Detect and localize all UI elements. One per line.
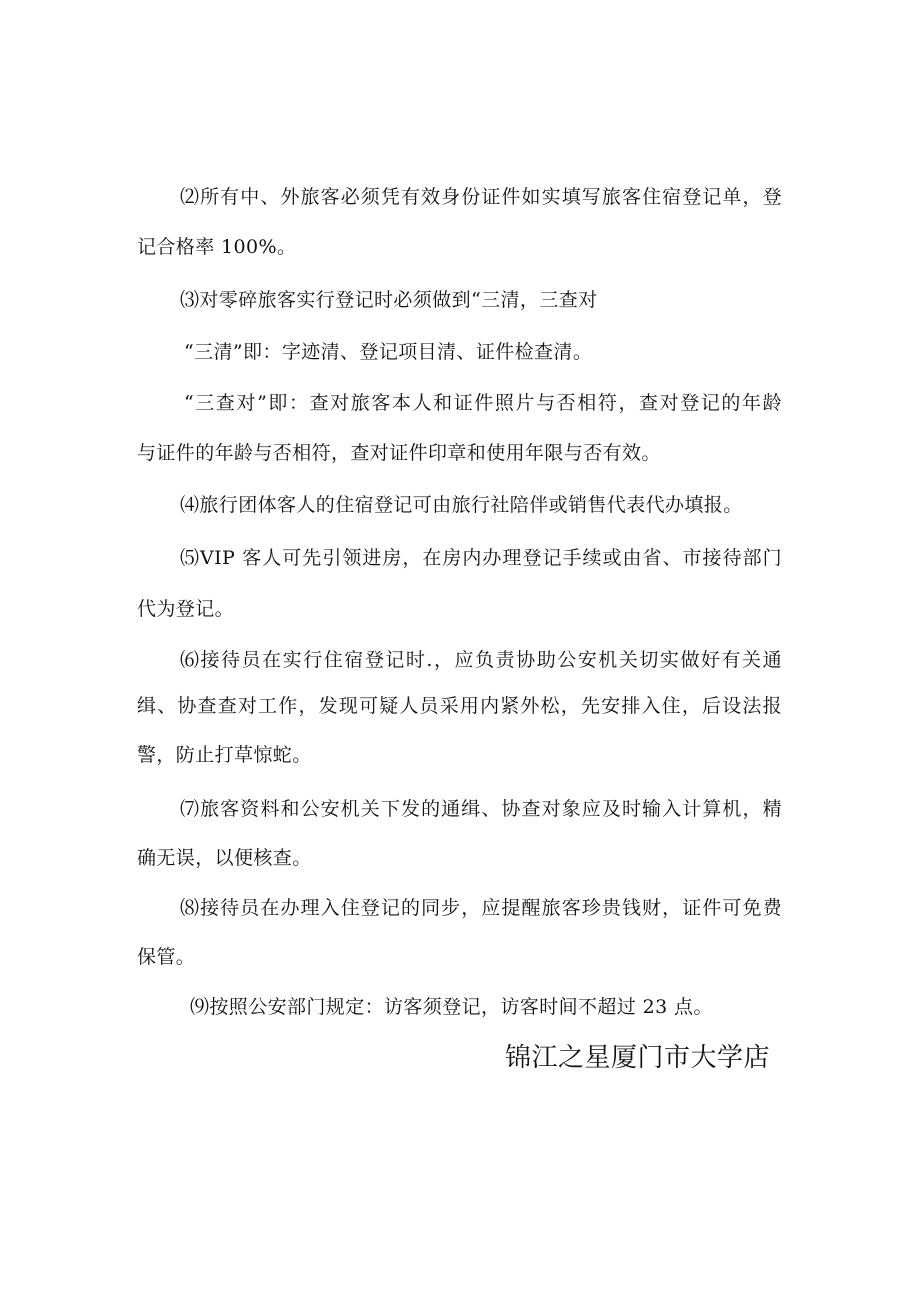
paragraph-2-line-1: ⑵所有中、外旅客必须凭有效身份证件如实填写旅客住宿登记单，登 bbox=[180, 186, 782, 208]
paragraph-9-line-1: ⑼按照公安部门规定：访客须登记，访客时间不超过 23 点。 bbox=[190, 996, 713, 1018]
paragraph-2-line-2: 记合格率 100%。 bbox=[137, 236, 297, 258]
paragraph-5-line-1: ⑸VIP 客人可先引领进房，在房内办理登记手续或由省、市接待部门 bbox=[180, 547, 782, 569]
paragraph-7-line-1: ⑺旅客资料和公安机关下发的通缉、协查对象应及时输入计算机，精 bbox=[180, 798, 782, 820]
paragraph-5-line-2: 代为登记。 bbox=[137, 598, 235, 620]
paragraph-3a-line-1: “三清”即：字迹清、登记项目清、证件检查清。 bbox=[184, 341, 593, 363]
paragraph-4-line-1: ⑷旅行团体客人的住宿登记可由旅行社陪伴或销售代表代办填报。 bbox=[180, 494, 743, 516]
paragraph-8-line-1: ⑻接待员在办理入住登记的同步，应提醒旅客珍贵钱财，证件可免费 bbox=[180, 897, 782, 919]
paragraph-3-line-1: ⑶对零碎旅客实行登记时必须做到“三清，三查对 bbox=[180, 289, 598, 311]
paragraph-6-line-1: ⑹接待员在实行住宿登记时.，应负责协助公安机关切实做好有关通 bbox=[180, 649, 782, 671]
paragraph-3b-line-2: 与证件的年龄与否相符，查对证件印章和使用年限与否有效。 bbox=[137, 442, 661, 464]
hotel-signature: 锦江之星厦门市大学店 bbox=[505, 1043, 771, 1073]
paragraph-6-line-3: 警，防止打草惊蛇。 bbox=[137, 744, 312, 766]
paragraph-8-line-2: 保管。 bbox=[137, 946, 196, 968]
paragraph-3b-line-1: “三查对”即：查对旅客本人和证件照片与否相符，查对登记的年龄 bbox=[184, 392, 782, 414]
paragraph-6-line-2: 缉、协查查对工作，发现可疑人员采用内紧外松，先安排入住，后设法报 bbox=[137, 695, 782, 717]
paragraph-7-line-2: 确无误，以便核查。 bbox=[137, 847, 312, 869]
